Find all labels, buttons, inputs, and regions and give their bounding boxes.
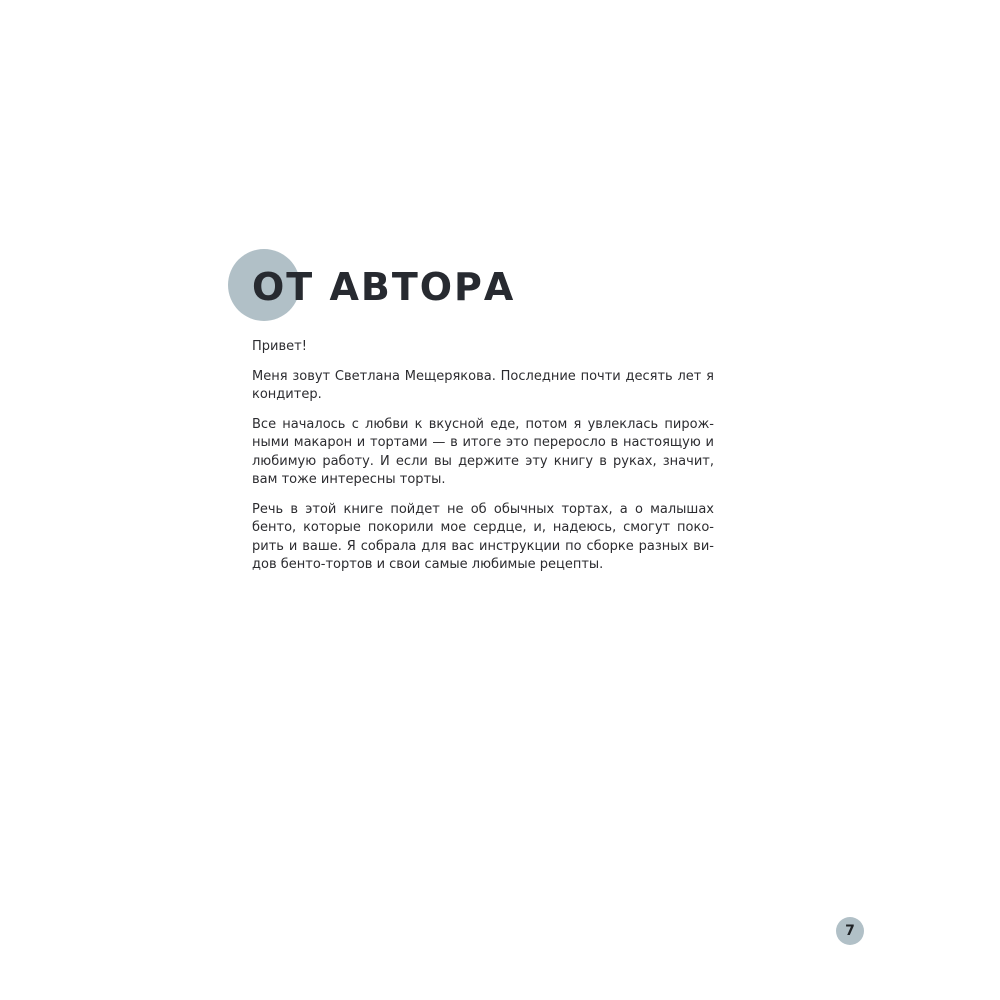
page-title: ОТ АВТОРА (252, 265, 516, 309)
paragraph-introduction: Меня зовут Светлана Мещерякова. Последние почти десять лет я кондитер. (252, 368, 714, 402)
paragraph-story: Все началось с любви к вкусной еде, потом я увлеклась пирожными макарон и тортами — в итоге это переросло в настоящую и любимую работу. И если вы держите эту книгу в руках, значит, вам тоже интересны торты. (252, 416, 714, 487)
paragraph-book-purpose: Речь в этой книге пойдет не об обычных тортах, а о малышах бенто, которые покорили мое сердце, и, надеюсь, смогут покорить и ваше. Я собрала для вас инструкции по сборке разных видов бенто-тортов и свои самые любимые рецепты. (252, 501, 714, 572)
paragraph-greeting: Привет! (252, 339, 307, 354)
page-number-badge: 7 (836, 917, 864, 945)
author-note-body (252, 338, 714, 586)
